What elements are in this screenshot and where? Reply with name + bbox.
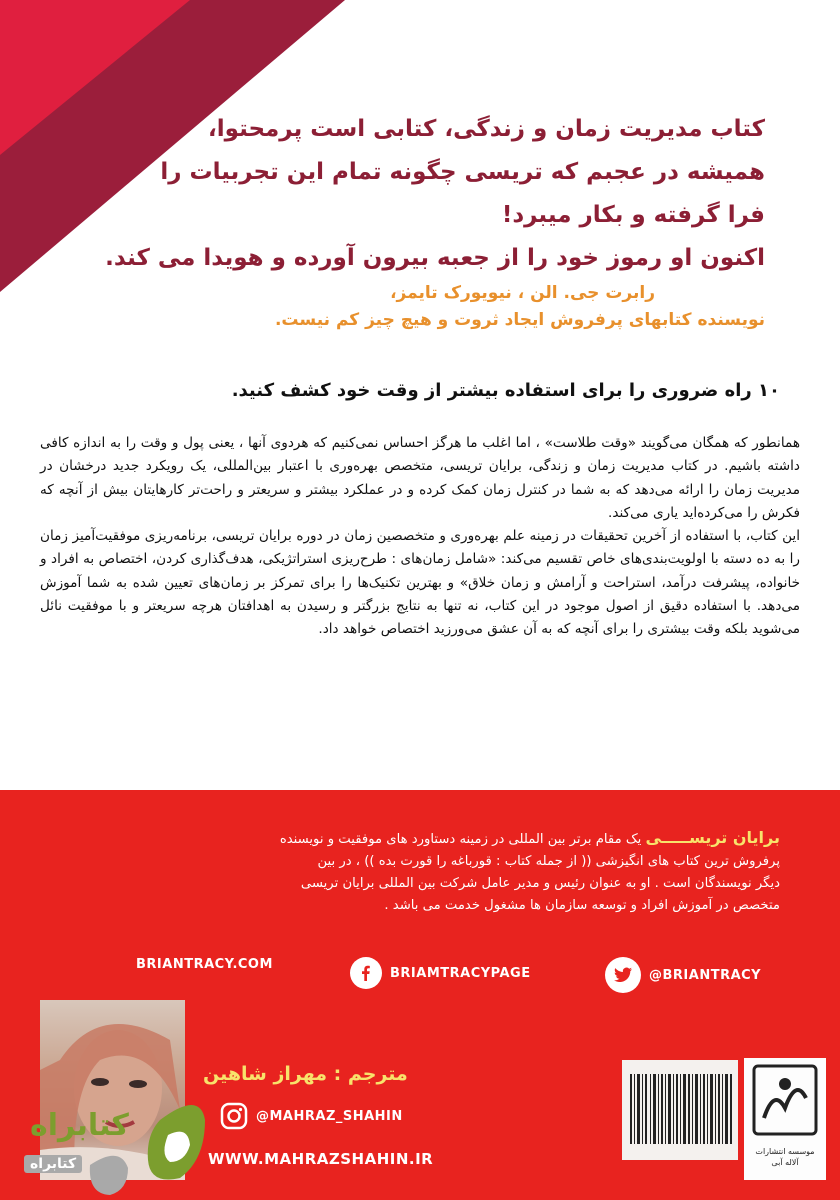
translator-website: WWW.MAHRAZSHAHIN.IR	[208, 1150, 434, 1168]
facebook-handle-text: BRIAMTRACYPAGE	[390, 965, 531, 981]
instagram-handle-text: @MAHRAZ_SHAHIN	[256, 1108, 403, 1124]
bio-line: متخصص در آموزش افراد و توسعه سازمان ها مشغول خدمت می باشد .	[384, 898, 780, 913]
description-paragraph: همانطور که همگان می‌گویند «وقت طلاست» ، اما اغلب ما هرگز احساس نمی‌کنیم که هردوی آنها ، یعنی پول و وقت را به اندازه کافی داشته باشیم. در کتاب مدیریت زمان و زندگی، برایان تریسی، متخصص بهره‌وری با اعتبار بین‌المللی، یک رویکرد جدید درخشان در مدیریت زمان را ارائه می‌دهد که به شما در کنترل زمان کمک کرده و در عملکرد بیشتر و سریعتر و راحت‌تر کارهایتان بیش از آنچه که فکرش را می‌کرده‌اید یاری می‌کند.	[40, 435, 800, 521]
description-paragraph: این کتاب، با استفاده از آخرین تحقیقات در زمینه علم بهره‌وری و متخصصین زمان در دوره برایان تریسی، برنامه‌ریزی موفقیت‌آمیز زمان را به ده دسته با اولویت‌بندی‌های خاص تقسیم می‌کند: «شامل زمان‌های : طرح‌ریزی استراتژیکی، هدف‌گذاری کردن، اختصاص به افراد و خانواده، پیشرفت درآمد، استراحت و آرامش و زمان خلاق» و بهترین تکنیک‌ها را برای تمرکز بر زمان‌های تعیین شده به شما آموزش می‌دهد. با استفاده دقیق از اصول موجود در این کتاب، نه تنها به نتایج بزرگتر و رسیدن به اهدافتان هرچه سریعتر و با موفقیت نائل می‌شوید بلکه وقت بیشتری را برای آنچه که به آن عشق می‌ورزید اختصاص خواهد داد.	[40, 528, 800, 638]
twitter-handle	[605, 957, 761, 993]
watermark-small-text: کتابراه	[24, 1155, 82, 1173]
author-name: برایان تریســـــی	[645, 828, 780, 847]
quote-line: فرا گرفته و بکار میبرد!	[501, 202, 765, 228]
facebook-handle	[350, 957, 531, 989]
bio-line: دیگر نویسندگان است . او به عنوان رئیس و مدیر عامل شرکت بین المللی برایان تریسی	[300, 876, 780, 891]
instagram-handle	[220, 1102, 403, 1130]
translator-name: مترجم : مهراز شاهین	[203, 1063, 408, 1085]
twitter-handle-text: @BRIANTRACY	[649, 967, 762, 983]
quote-attribution-role: نویسنده کتابهای پرفروش ایجاد ثروت و هیچ چیز کم نیست.	[274, 310, 765, 330]
barcode	[622, 1060, 738, 1160]
watermark-logo	[0, 1090, 215, 1200]
bio-line: یک مقام برتر بین المللی در زمینه دستاورد های موفقیت و نویسنده	[279, 832, 646, 847]
bio-line: پرفروش ترین کتاب های انگیزشی (( از جمله کتاب : قورباغه را قورت بده )) ، در بین	[317, 854, 780, 869]
publisher-name: موسسه انتشارات آلاله آبی	[755, 1147, 815, 1167]
book-description	[40, 432, 800, 642]
facebook-icon	[350, 957, 382, 989]
quote-line: اکنون او رموز خود را از جعبه بیرون آورده و هویدا می کند.	[105, 245, 765, 271]
quote-line: کتاب مدیریت زمان و زندگی، کتابی است پرمحتوا،	[208, 116, 765, 142]
instagram-icon	[220, 1102, 248, 1130]
review-quote	[85, 108, 765, 334]
author-bio	[90, 827, 780, 917]
watermark-text: کتابراه	[30, 1108, 129, 1143]
quote-line: همیشه در عجبم که تریسی چگونه تمام این تجربیات را	[160, 159, 765, 185]
quote-attribution: رابرت جی. الن ، نیویورک تایمز،	[390, 283, 655, 303]
author-website	[136, 957, 273, 972]
twitter-icon	[605, 957, 641, 993]
section-heading: ۱۰ راه ضروری را برای استفاده بیشتر از وقت خود کشف کنید.	[231, 380, 780, 401]
author-website-text: BRIANTRACY.COM	[136, 957, 273, 972]
